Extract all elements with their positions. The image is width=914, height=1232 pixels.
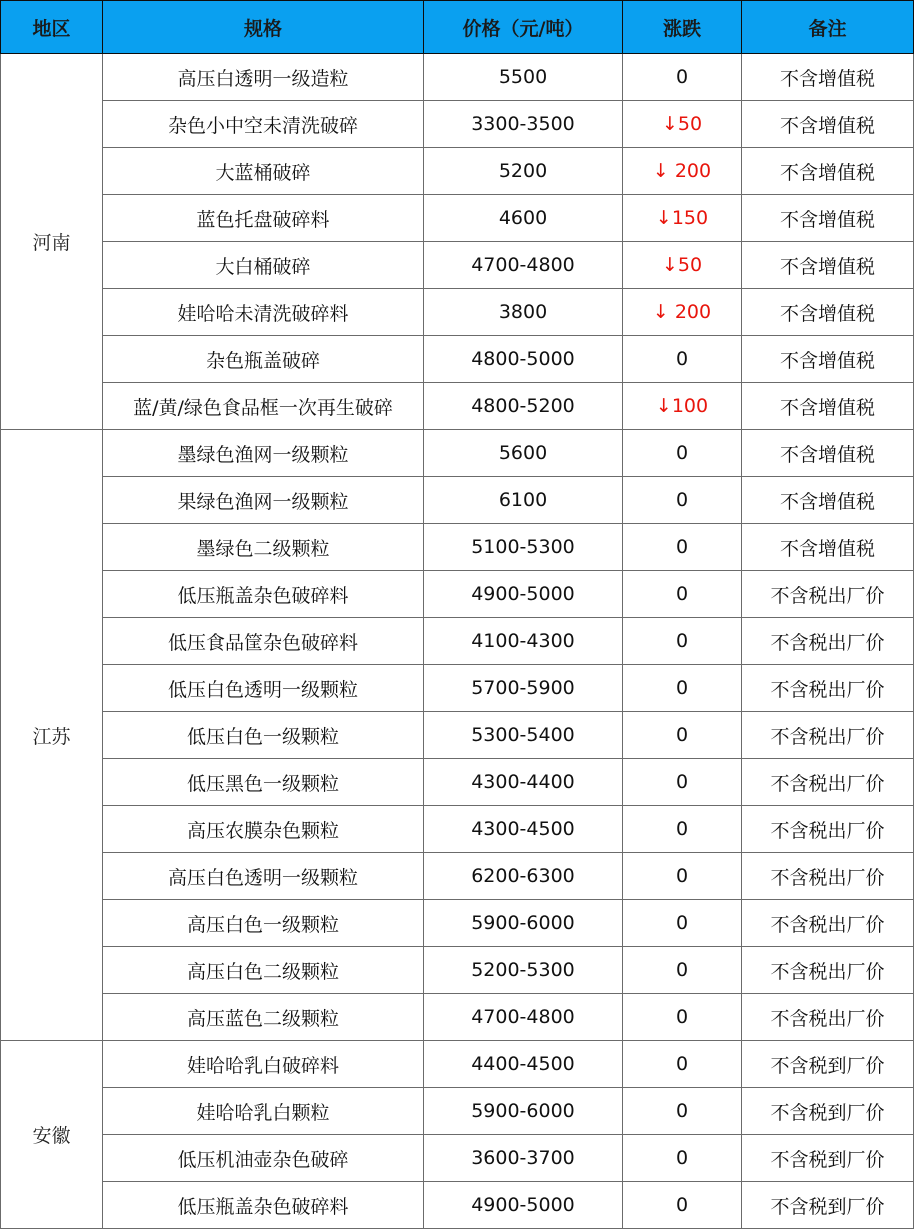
- spec-cell: 高压白色一级颗粒: [103, 900, 424, 947]
- note-cell: 不含增值税: [742, 289, 914, 336]
- price-cell: 5700-5900: [424, 665, 623, 712]
- table-row: [1, 900, 914, 947]
- change-cell: 0: [623, 336, 742, 383]
- price-cell: 3600-3700: [424, 1135, 623, 1182]
- note-cell: 不含增值税: [742, 477, 914, 524]
- table-row: [1, 430, 914, 477]
- price-cell: 5600: [424, 430, 623, 477]
- spec-cell: 高压农膜杂色颗粒: [103, 806, 424, 853]
- table-body: [1, 54, 914, 1229]
- change-cell: 0: [623, 1088, 742, 1135]
- note-cell: 不含增值税: [742, 54, 914, 101]
- price-cell: 4100-4300: [424, 618, 623, 665]
- spec-cell: 娃哈哈乳白颗粒: [103, 1088, 424, 1135]
- price-cell: 4700-4800: [424, 994, 623, 1041]
- change-cell: 0: [623, 477, 742, 524]
- table-row: [1, 806, 914, 853]
- change-cell: 0: [623, 994, 742, 1041]
- note-cell: 不含增值税: [742, 336, 914, 383]
- note-cell: 不含税到厂价: [742, 1135, 914, 1182]
- price-cell: 4700-4800: [424, 242, 623, 289]
- spec-cell: 蓝色托盘破碎料: [103, 195, 424, 242]
- change-cell: 0: [623, 571, 742, 618]
- change-cell: 0: [623, 54, 742, 101]
- region-cell: 河南: [1, 54, 103, 430]
- change-cell: 0: [623, 806, 742, 853]
- spec-cell: 娃哈哈乳白破碎料: [103, 1041, 424, 1088]
- table-row: [1, 665, 914, 712]
- note-cell: 不含增值税: [742, 195, 914, 242]
- note-cell: 不含税出厂价: [742, 571, 914, 618]
- change-cell: ↓ 200: [623, 289, 742, 336]
- price-cell: 5100-5300: [424, 524, 623, 571]
- table-row: [1, 289, 914, 336]
- table-row: [1, 571, 914, 618]
- note-cell: 不含税到厂价: [742, 1182, 914, 1229]
- change-cell: ↓50: [623, 101, 742, 148]
- table-row: [1, 1041, 914, 1088]
- change-cell: 0: [623, 853, 742, 900]
- table-row: [1, 242, 914, 289]
- header-price: 价格（元/吨）: [424, 1, 623, 54]
- change-cell: ↓ 200: [623, 148, 742, 195]
- price-cell: 5300-5400: [424, 712, 623, 759]
- note-cell: 不含增值税: [742, 148, 914, 195]
- table-row: [1, 994, 914, 1041]
- price-cell: 4400-4500: [424, 1041, 623, 1088]
- change-cell: 0: [623, 1135, 742, 1182]
- change-cell: ↓50: [623, 242, 742, 289]
- header-change: 涨跌: [623, 1, 742, 54]
- change-cell: 0: [623, 618, 742, 665]
- spec-cell: 低压食品筐杂色破碎料: [103, 618, 424, 665]
- note-cell: 不含税出厂价: [742, 900, 914, 947]
- table-row: [1, 947, 914, 994]
- table-row: [1, 54, 914, 101]
- header-region: 地区: [1, 1, 103, 54]
- table-row: [1, 1182, 914, 1229]
- spec-cell: 杂色小中空未清洗破碎: [103, 101, 424, 148]
- price-cell: 3800: [424, 289, 623, 336]
- price-cell: 6200-6300: [424, 853, 623, 900]
- table-row: [1, 477, 914, 524]
- spec-cell: 墨绿色二级颗粒: [103, 524, 424, 571]
- region-cell: 安徽: [1, 1041, 103, 1229]
- header-note: 备注: [742, 1, 914, 54]
- header-spec: 规格: [103, 1, 424, 54]
- change-cell: ↓100: [623, 383, 742, 430]
- spec-cell: 杂色瓶盖破碎: [103, 336, 424, 383]
- change-cell: 0: [623, 1182, 742, 1229]
- note-cell: 不含增值税: [742, 524, 914, 571]
- table-row: [1, 712, 914, 759]
- spec-cell: 果绿色渔网一级颗粒: [103, 477, 424, 524]
- note-cell: 不含增值税: [742, 430, 914, 477]
- spec-cell: 墨绿色渔网一级颗粒: [103, 430, 424, 477]
- table-row: [1, 101, 914, 148]
- price-cell: 4800-5200: [424, 383, 623, 430]
- spec-cell: 大蓝桶破碎: [103, 148, 424, 195]
- change-cell: 0: [623, 430, 742, 477]
- note-cell: 不含税出厂价: [742, 618, 914, 665]
- table-header: [1, 1, 914, 54]
- table-row: [1, 618, 914, 665]
- spec-cell: 蓝/黄/绿色食品框一次再生破碎: [103, 383, 424, 430]
- table-row: [1, 1135, 914, 1182]
- note-cell: 不含增值税: [742, 242, 914, 289]
- spec-cell: 高压白透明一级造粒: [103, 54, 424, 101]
- price-cell: 4300-4400: [424, 759, 623, 806]
- note-cell: 不含税出厂价: [742, 947, 914, 994]
- note-cell: 不含税出厂价: [742, 712, 914, 759]
- spec-cell: 低压瓶盖杂色破碎料: [103, 1182, 424, 1229]
- price-cell: 4800-5000: [424, 336, 623, 383]
- table-row: [1, 1088, 914, 1135]
- spec-cell: 低压黑色一级颗粒: [103, 759, 424, 806]
- table-row: [1, 195, 914, 242]
- spec-cell: 高压蓝色二级颗粒: [103, 994, 424, 1041]
- table-row: [1, 524, 914, 571]
- region-cell: 江苏: [1, 430, 103, 1041]
- note-cell: 不含税出厂价: [742, 994, 914, 1041]
- spec-cell: 低压白色透明一级颗粒: [103, 665, 424, 712]
- note-cell: 不含税到厂价: [742, 1088, 914, 1135]
- table-row: [1, 759, 914, 806]
- header-row: [1, 1, 914, 54]
- note-cell: 不含增值税: [742, 383, 914, 430]
- change-cell: 0: [623, 1041, 742, 1088]
- note-cell: 不含税出厂价: [742, 806, 914, 853]
- price-cell: 4900-5000: [424, 571, 623, 618]
- change-cell: 0: [623, 712, 742, 759]
- spec-cell: 低压机油壶杂色破碎: [103, 1135, 424, 1182]
- table-row: [1, 148, 914, 195]
- price-cell: 5200-5300: [424, 947, 623, 994]
- change-cell: 0: [623, 524, 742, 571]
- spec-cell: 高压白色二级颗粒: [103, 947, 424, 994]
- change-cell: 0: [623, 900, 742, 947]
- price-cell: 5900-6000: [424, 1088, 623, 1135]
- note-cell: 不含税到厂价: [742, 1041, 914, 1088]
- change-cell: 0: [623, 665, 742, 712]
- spec-cell: 娃哈哈未清洗破碎料: [103, 289, 424, 336]
- change-cell: 0: [623, 947, 742, 994]
- spec-cell: 大白桶破碎: [103, 242, 424, 289]
- price-cell: 5900-6000: [424, 900, 623, 947]
- change-cell: 0: [623, 759, 742, 806]
- spec-cell: 低压白色一级颗粒: [103, 712, 424, 759]
- price-cell: 4900-5000: [424, 1182, 623, 1229]
- spec-cell: 低压瓶盖杂色破碎料: [103, 571, 424, 618]
- change-cell: ↓150: [623, 195, 742, 242]
- price-cell: 3300-3500: [424, 101, 623, 148]
- price-cell: 6100: [424, 477, 623, 524]
- note-cell: 不含税出厂价: [742, 665, 914, 712]
- table-row: [1, 336, 914, 383]
- price-cell: 5200: [424, 148, 623, 195]
- spec-cell: 高压白色透明一级颗粒: [103, 853, 424, 900]
- note-cell: 不含税出厂价: [742, 759, 914, 806]
- note-cell: 不含增值税: [742, 101, 914, 148]
- table-row: [1, 853, 914, 900]
- note-cell: 不含税出厂价: [742, 853, 914, 900]
- price-cell: 4600: [424, 195, 623, 242]
- price-cell: 4300-4500: [424, 806, 623, 853]
- price-cell: 5500: [424, 54, 623, 101]
- table-row: [1, 383, 914, 430]
